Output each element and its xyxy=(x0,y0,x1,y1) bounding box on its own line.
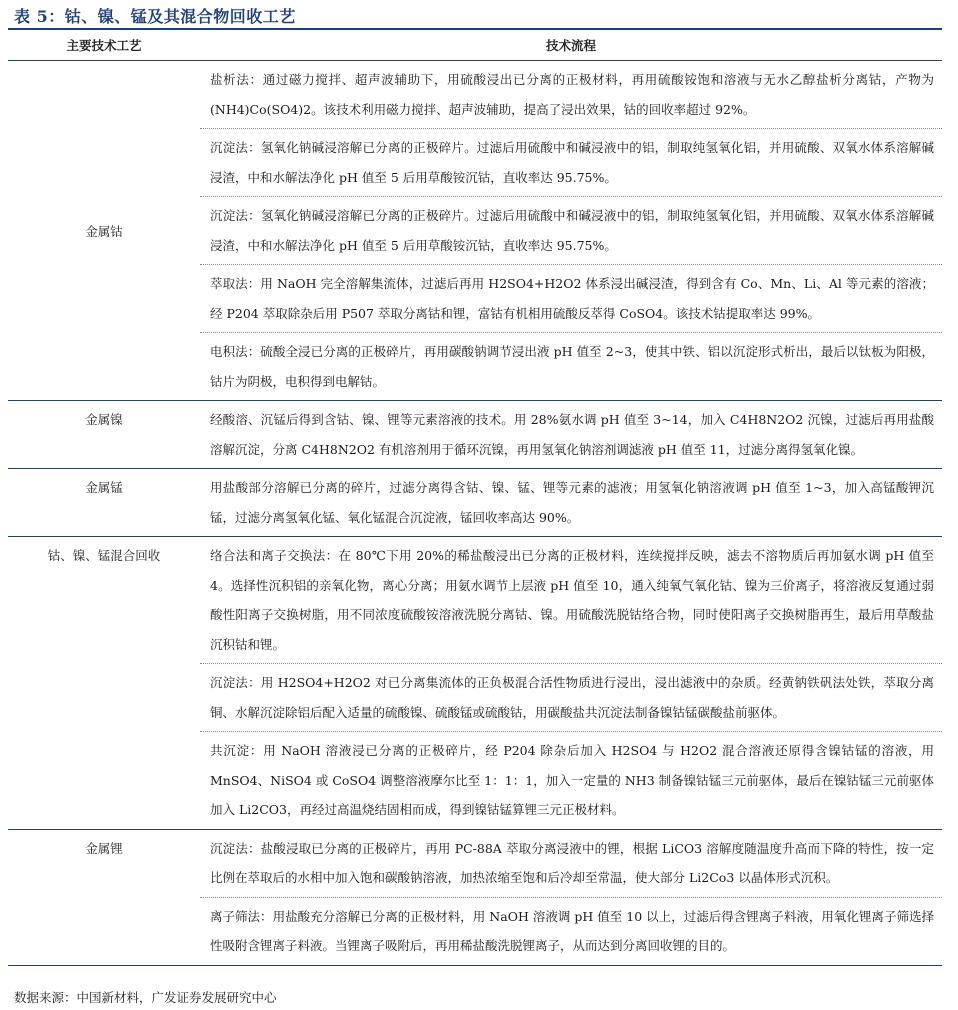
group-methods xyxy=(200,61,942,400)
method-cell: 盐析法：通过磁力搅拌、超声波辅助下，用硫酸浸出已分离的正极材料，再用硫酸铵饱和溶液与无水乙醇盐析分离钴，产物为(NH4)Co(SO4)2。该技术利用磁力搅拌、超声波辅助，提高了浸出效果，钴的回收率超过 92%。 xyxy=(200,61,942,129)
group-label xyxy=(8,537,200,829)
method-cell: 用盐酸部分溶解已分离的碎片，过滤分离得含钴、镍、锰、锂等元素的滤液；用氢氧化钠溶液调 pH 值至 1~3，加入高锰酸钾沉锰，过滤分离氢氧化锰、氧化锰混合沉淀液，锰回收率高达 90%。 xyxy=(210,480,934,525)
group-methods xyxy=(200,469,942,536)
group-label xyxy=(8,469,200,536)
group-label-text: 金属镍 xyxy=(85,412,123,427)
method-cell: 沉淀法：盐酸浸取已分离的正极碎片，再用 PC-88A 萃取分离浸液中的锂，根据 LiCO3 溶解度随温度升高而下降的特性，按一定比例在萃取后的水相中加入饱和碳酸钠溶液，加热浓缩至饱和后冷却至常温，使大部分 Li2Co3 以晶体形式沉积。 xyxy=(200,830,942,898)
group-methods xyxy=(200,537,942,829)
method-cell: 离子筛法：用盐酸充分溶解已分离的正极材料，用 NaOH 溶液调 pH 值至 10 以上，过滤后得含锂离子料液，用氧化锂离子筛选择性吸附含锂离子料液。当锂离子吸附后，再用稀盐酸洗脱锂离子，从而达到分离回收锂的目的。 xyxy=(210,908,934,953)
group-label xyxy=(8,830,200,965)
method-cell: 萃取法：用 NaOH 完全溶解集流体，过滤后再用 H2SO4+H2O2 体系浸出碱浸渣，得到含有 Co、Mn、Li、Al 等元素的溶液；经 P204 萃取除杂后用 P507 萃取分离钴和锂，富钴有机相用硫酸反萃得 CoSO4。该技术钴提取率达 99%。 xyxy=(200,265,942,333)
header-process: 主要技术工艺 xyxy=(66,38,142,53)
group-cobalt xyxy=(8,61,942,401)
group-label xyxy=(8,401,200,468)
method-cell: 沉淀法：氢氧化钠碱浸溶解已分离的正极碎片。过滤后用硫酸中和碱浸液中的铝，制取纯氢氧化铝，并用硫酸、双氧水体系溶解碱浸渣，中和水解法净化 pH 值至 5 后用草酸铵沉钴，直收率达 95.75%。 xyxy=(200,197,942,265)
data-source-note: 数据来源：中国新材料，广发证券发展研究中心 xyxy=(14,990,277,1005)
group-lithium xyxy=(8,830,942,966)
method-cell: 沉淀法：氢氧化钠碱浸溶解已分离的正极碎片。过滤后用硫酸中和碱浸液中的铝，制取纯氢氧化铝，并用硫酸、双氧水体系溶解碱浸渣，中和水解法净化 pH 值至 5 后用草酸铵沉钴，直收率达 95.75%。 xyxy=(200,129,942,197)
group-label-text: 金属锰 xyxy=(85,480,123,495)
method-cell: 电积法：硫酸全浸已分离的正极碎片，再用碳酸钠调节浸出液 pH 值至 2~3，使其中铁、铝以沉淀形式析出，最后以钛板为阳极，钴片为阴极，电积得到电解钴。 xyxy=(210,344,934,389)
table-title: 表 5：钴、镍、锰及其混合物回收工艺 xyxy=(14,7,296,26)
group-label-text: 金属钴 xyxy=(85,223,123,239)
group-mixed xyxy=(8,537,942,830)
method-cell: 经酸溶、沉锰后得到含钴、镍、锂等元素溶液的技术。用 28%氨水调 pH 值至 3~14，加入 C4H8N2O2 沉镍，过滤后再用盐酸溶解沉淀，分离 C4H8N2O2 有机溶剂用于循环沉镍，再用氢氧化钠溶剂调滤液 pH 值至 11，过滤分离得氢氧化镍。 xyxy=(210,412,934,457)
method-cell: 共沉淀：用 NaOH 溶液浸已分离的正极碎片，经 P204 除杂后加入 H2SO4 与 H2O2 混合溶液还原得含镍钴锰的溶液，用 MnSO4、NiSO4 或 CoSO4 调整溶液摩尔比至 1：1：1，加入一定量的 NH3 制备镍钴锰三元前驱体，最后在镍钴锰三元前驱体加入 Li2CO3，再经过高温烧结固相而成，得到镍钴锰算锂三元正极材料。 xyxy=(210,743,934,817)
recycling-process-table xyxy=(8,28,942,966)
group-manganese xyxy=(8,469,942,537)
header-flow: 技术流程 xyxy=(545,38,596,53)
group-nickel xyxy=(8,401,942,469)
group-methods xyxy=(200,401,942,468)
group-methods xyxy=(200,830,942,965)
group-label-text: 金属锂 xyxy=(85,840,123,856)
method-cell: 沉淀法：用 H2SO4+H2O2 对已分离集流体的正负极混合活性物质进行浸出，浸出滤液中的杂质。经黄钠铁矾法处铁，萃取分离铜、水解沉淀除铝后配入适量的硫酸镍、硫酸锰或硫酸钴，用碳酸盐共沉淀法制备镍钴锰碳酸盐前驱体。 xyxy=(200,664,942,732)
group-label xyxy=(8,61,200,400)
group-label-text: 钴、镍、锰混合回收 xyxy=(47,548,161,563)
method-cell: 络合法和离子交换法：在 80℃下用 20%的稀盐酸浸出已分离的正极材料，连续搅拌反映，滤去不溶物质后再加氨水调 pH 值至 4。选择性沉积铝的亲氧化物，离心分离；用氨水调节上层液 pH 值至 10，通入纯氧气氧化钴、镍为三价离子，将溶液反复通过弱酸性阳离子交换树脂，用不同浓度硫酸铵溶液洗脱分离钴、镍。用硫酸洗脱钴络合物，同时使阳离子交换树脂再生，最后用草酸盐沉积钴和锂。 xyxy=(200,537,942,664)
table-header xyxy=(8,30,942,61)
